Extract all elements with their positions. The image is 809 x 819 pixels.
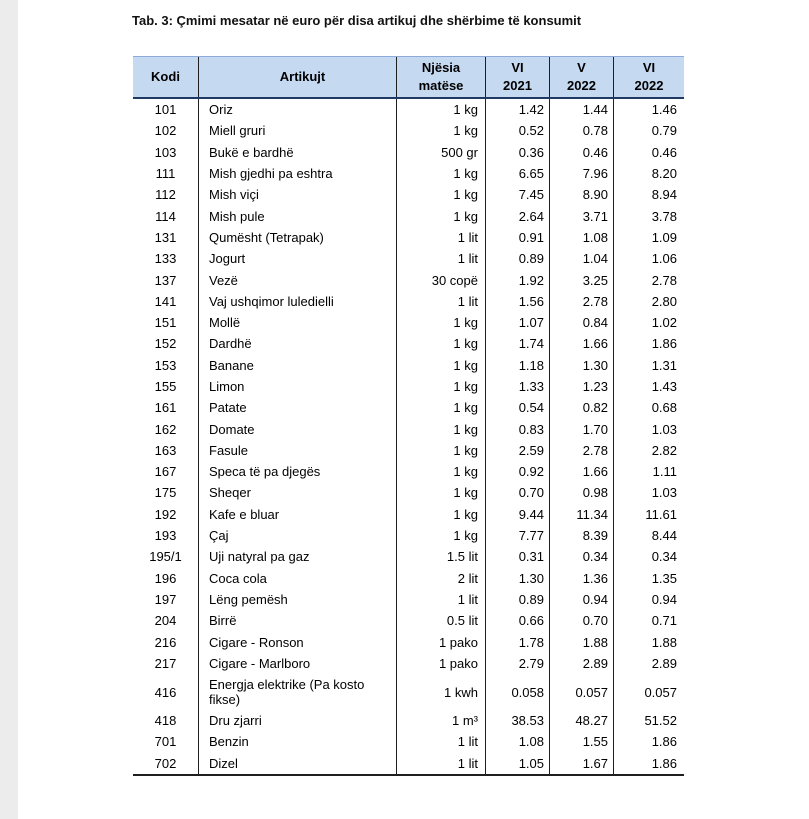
cell-vi-2021: 0.31 (486, 546, 550, 567)
cell-kodi: 141 (154, 293, 177, 309)
table-row (133, 120, 684, 141)
cell-kodi: 137 (154, 272, 177, 288)
table-row (133, 397, 684, 418)
header-col1-year: 2021 (503, 78, 532, 93)
cell-vi-2021: 1.92 (486, 269, 550, 290)
cell-njesia: 1 lit (397, 227, 486, 248)
header-njesia-line2: matëse (418, 78, 464, 93)
cell-njesia: 1 kg (397, 98, 486, 120)
cell-vi-2022: 1.46 (614, 98, 685, 120)
cell-njesia: 1 kg (397, 376, 486, 397)
cell-vi-2022: 1.43 (614, 376, 685, 397)
cell-kodi: 217 (154, 655, 177, 671)
cell-njesia: 1 kg (397, 418, 486, 439)
cell-vi-2022: 1.86 (614, 753, 685, 775)
cell-vi-2021: 1.33 (486, 376, 550, 397)
cell-v-2022: 0.84 (550, 312, 614, 333)
table-row (133, 269, 684, 290)
cell-artikull: Domate (199, 418, 397, 439)
cell-vi-2021: 1.18 (486, 355, 550, 376)
cell-vi-2022: 2.82 (614, 440, 685, 461)
cell-njesia: 1 kg (397, 333, 486, 354)
cell-vi-2021: 6.65 (486, 163, 550, 184)
header-col2-month: V (577, 60, 586, 75)
cell-vi-2021: 7.77 (486, 525, 550, 546)
cell-njesia: 1 lit (397, 753, 486, 775)
cell-njesia: 0.5 lit (397, 610, 486, 631)
cell-njesia: 1 kg (397, 397, 486, 418)
cell-njesia: 1 kg (397, 525, 486, 546)
table-row (133, 525, 684, 546)
cell-artikull: Vaj ushqimor luledielli (199, 291, 397, 312)
cell-artikull: Sheqer (199, 482, 397, 503)
cell-njesia: 1 kg (397, 163, 486, 184)
cell-njesia: 1 lit (397, 589, 486, 610)
cell-vi-2021: 0.36 (486, 142, 550, 163)
cell-artikull: Çaj (199, 525, 397, 546)
cell-vi-2021: 7.45 (486, 184, 550, 205)
cell-vi-2022: 0.68 (614, 397, 685, 418)
cell-artikull: Birrë (199, 610, 397, 631)
cell-v-2022: 1.08 (550, 227, 614, 248)
cell-artikull: Mish viçi (199, 184, 397, 205)
cell-artikull: Kafe e bluar (199, 504, 397, 525)
cell-kodi: 114 (155, 208, 176, 224)
cell-v-2022: 1.04 (550, 248, 614, 269)
cell-vi-2021: 0.83 (486, 418, 550, 439)
table-row (133, 312, 684, 333)
cell-v-2022: 1.30 (550, 355, 614, 376)
cell-kodi: 216 (154, 634, 177, 650)
cell-artikull: Banane (199, 355, 397, 376)
cell-v-2022: 0.78 (550, 120, 614, 141)
header-col2-year: 2022 (567, 78, 596, 93)
cell-vi-2022: 1.03 (614, 418, 685, 439)
cell-kodi: 195/1 (149, 549, 182, 565)
table-row (133, 710, 684, 731)
cell-v-2022: 1.36 (550, 568, 614, 589)
table-row (133, 546, 684, 567)
header-kodi: Kodi (133, 57, 199, 99)
cell-v-2022: 0.82 (550, 397, 614, 418)
cell-kodi: 204 (154, 613, 177, 629)
table-row (133, 482, 684, 503)
cell-artikull: Cigare - Marlboro (199, 653, 397, 674)
table-header-row (133, 57, 684, 99)
cell-v-2022: 2.89 (550, 653, 614, 674)
cell-artikull: Dizel (199, 753, 397, 775)
cell-kodi: 163 (154, 442, 177, 458)
header-artikujt: Artikujt (199, 57, 397, 99)
cell-njesia: 1 kg (397, 461, 486, 482)
header-col3 (614, 57, 685, 99)
table-row (133, 355, 684, 376)
table-caption: Tab. 3: Çmimi mesatar në euro për disa artikuj dhe shërbime të konsumit (132, 13, 582, 28)
cell-artikull: Uji natyral pa gaz (199, 546, 397, 567)
cell-vi-2021: 0.91 (486, 227, 550, 248)
cell-v-2022: 1.70 (550, 418, 614, 439)
cell-vi-2021: 1.05 (486, 753, 550, 775)
cell-kodi: 153 (154, 357, 177, 373)
cell-njesia: 1.5 lit (397, 546, 486, 567)
header-col3-year: 2022 (634, 78, 664, 93)
cell-vi-2022: 0.79 (614, 120, 685, 141)
table-row (133, 461, 684, 482)
cell-vi-2021: 1.56 (486, 291, 550, 312)
header-col1-month: VI (511, 60, 524, 75)
cell-njesia: 1 kg (397, 120, 486, 141)
cell-v-2022: 0.94 (550, 589, 614, 610)
cell-vi-2021: 1.42 (486, 98, 550, 120)
cell-vi-2021: 2.64 (486, 205, 550, 226)
cell-vi-2021: 1.78 (486, 631, 550, 652)
table-row (133, 504, 684, 525)
cell-njesia: 1 kg (397, 482, 486, 503)
cell-vi-2021: 0.54 (486, 397, 550, 418)
cell-artikull: Mish gjedhi pa eshtra (199, 163, 397, 184)
cell-kodi: 161 (154, 400, 177, 416)
table-row (133, 631, 684, 652)
cell-v-2022: 3.71 (550, 205, 614, 226)
cell-kodi: 196 (154, 570, 177, 586)
cell-vi-2021: 0.92 (486, 461, 550, 482)
cell-vi-2021: 0.89 (486, 248, 550, 269)
cell-vi-2021: 0.66 (486, 610, 550, 631)
table-body (133, 98, 684, 775)
table-row (133, 333, 684, 354)
table-row (133, 589, 684, 610)
cell-kodi: 175 (154, 485, 177, 501)
cell-kodi: 133 (154, 251, 177, 267)
cell-kodi: 162 (154, 421, 177, 437)
cell-artikull: Dardhë (199, 333, 397, 354)
cell-vi-2021: 2.79 (486, 653, 550, 674)
cell-v-2022: 48.27 (550, 710, 614, 731)
cell-artikull: Oriz (199, 98, 397, 120)
cell-vi-2021: 1.30 (486, 568, 550, 589)
cell-njesia: 1 lit (397, 248, 486, 269)
cell-v-2022: 0.34 (550, 546, 614, 567)
cell-artikull: Patate (199, 397, 397, 418)
cell-vi-2021: 0.058 (486, 674, 550, 710)
cell-artikull: Energja elektrike (Pa kosto fikse) (199, 674, 397, 710)
cell-kodi: 102 (154, 123, 177, 139)
cell-v-2022: 8.39 (550, 525, 614, 546)
cell-kodi: 151 (154, 315, 177, 331)
table-row (133, 674, 684, 710)
table-row (133, 568, 684, 589)
cell-vi-2022: 1.03 (614, 482, 685, 503)
cell-vi-2021: 0.52 (486, 120, 550, 141)
cell-artikull: Benzin (199, 731, 397, 752)
cell-vi-2022: 0.71 (614, 610, 685, 631)
cell-v-2022: 0.70 (550, 610, 614, 631)
cell-v-2022: 1.67 (550, 753, 614, 775)
cell-njesia: 2 lit (397, 568, 486, 589)
cell-vi-2022: 2.80 (614, 291, 685, 312)
cell-v-2022: 11.34 (550, 504, 614, 525)
cell-kodi: 418 (154, 713, 177, 729)
cell-vi-2021: 9.44 (486, 504, 550, 525)
cell-v-2022: 3.25 (550, 269, 614, 290)
cell-artikull: Speca të pa djegës (199, 461, 397, 482)
cell-artikull: Fasule (199, 440, 397, 461)
header-njesia (397, 57, 486, 99)
cell-artikull: Vezë (199, 269, 397, 290)
cell-artikull: Miell gruri (199, 120, 397, 141)
cell-vi-2022: 1.31 (614, 355, 685, 376)
cell-njesia: 1 kg (397, 355, 486, 376)
cell-njesia: 1 kg (397, 504, 486, 525)
cell-kodi: 416 (154, 684, 177, 700)
cell-vi-2022: 1.11 (614, 461, 685, 482)
cell-vi-2022: 2.78 (614, 269, 685, 290)
cell-v-2022: 1.23 (550, 376, 614, 397)
table-row (133, 376, 684, 397)
table-row (133, 418, 684, 439)
cell-njesia: 1 kg (397, 184, 486, 205)
cell-artikull: Bukë e bardhë (199, 142, 397, 163)
cell-vi-2022: 0.057 (614, 674, 685, 710)
cell-artikull: Jogurt (199, 248, 397, 269)
table-row (133, 753, 684, 775)
cell-vi-2022: 0.94 (614, 589, 685, 610)
cell-vi-2021: 38.53 (486, 710, 550, 731)
table-row (133, 205, 684, 226)
cell-vi-2022: 1.06 (614, 248, 685, 269)
cell-vi-2021: 1.74 (486, 333, 550, 354)
cell-artikull: Limon (199, 376, 397, 397)
cell-njesia: 1 kg (397, 205, 486, 226)
cell-vi-2022: 1.86 (614, 333, 685, 354)
cell-v-2022: 1.44 (550, 98, 614, 120)
cell-njesia: 1 kg (397, 312, 486, 333)
cell-v-2022: 0.46 (550, 142, 614, 163)
cell-v-2022: 1.88 (550, 631, 614, 652)
cell-v-2022: 1.66 (550, 333, 614, 354)
cell-njesia: 1 lit (397, 731, 486, 752)
cell-vi-2021: 0.70 (486, 482, 550, 503)
cell-vi-2022: 1.35 (614, 568, 685, 589)
table-row (133, 653, 684, 674)
table-row (133, 184, 684, 205)
cell-kodi: 101 (154, 102, 177, 118)
cell-kodi: 701 (154, 734, 177, 750)
cell-artikull: Coca cola (199, 568, 397, 589)
cell-njesia: 1 kg (397, 440, 486, 461)
price-table (133, 56, 684, 776)
cell-kodi: 193 (154, 528, 177, 544)
cell-kodi: 197 (154, 591, 177, 607)
cell-kodi: 702 (133, 753, 199, 775)
cell-kodi: 103 (154, 144, 177, 160)
cell-njesia: 1 m³ (397, 710, 486, 731)
table-row (133, 98, 684, 120)
table-row (133, 731, 684, 752)
cell-kodi: 167 (154, 464, 177, 480)
cell-vi-2022: 3.78 (614, 205, 685, 226)
cell-kodi: 152 (154, 336, 177, 352)
cell-vi-2021: 1.07 (486, 312, 550, 333)
table-row (133, 163, 684, 184)
cell-vi-2021: 1.08 (486, 731, 550, 752)
header-col1 (486, 57, 550, 99)
cell-vi-2022: 51.52 (614, 710, 685, 731)
table-row (133, 440, 684, 461)
cell-vi-2021: 2.59 (486, 440, 550, 461)
cell-artikull: Mollë (199, 312, 397, 333)
document-page (18, 0, 809, 819)
cell-kodi: 192 (154, 506, 177, 522)
cell-kodi: 131 (154, 229, 177, 245)
cell-vi-2022: 1.86 (614, 731, 685, 752)
cell-njesia: 1 pako (397, 631, 486, 652)
cell-vi-2022: 0.46 (614, 142, 685, 163)
cell-vi-2022: 1.09 (614, 227, 685, 248)
cell-vi-2022: 11.61 (614, 504, 685, 525)
cell-vi-2022: 8.20 (614, 163, 685, 184)
cell-artikull: Mish pule (199, 205, 397, 226)
cell-v-2022: 8.90 (550, 184, 614, 205)
cell-vi-2021: 0.89 (486, 589, 550, 610)
cell-v-2022: 0.057 (550, 674, 614, 710)
cell-artikull: Dru zjarri (199, 710, 397, 731)
cell-vi-2022: 1.88 (614, 631, 685, 652)
cell-v-2022: 1.55 (550, 731, 614, 752)
cell-v-2022: 7.96 (550, 163, 614, 184)
table-row (133, 610, 684, 631)
cell-vi-2022: 8.44 (614, 525, 685, 546)
cell-njesia: 1 pako (397, 653, 486, 674)
cell-njesia: 1 lit (397, 291, 486, 312)
cell-artikull: Lëng pemësh (199, 589, 397, 610)
table-row (133, 142, 684, 163)
cell-kodi: 111 (155, 166, 176, 182)
table-row (133, 291, 684, 312)
cell-njesia: 30 copë (397, 269, 486, 290)
cell-v-2022: 2.78 (550, 440, 614, 461)
cell-v-2022: 1.66 (550, 461, 614, 482)
cell-vi-2022: 2.89 (614, 653, 685, 674)
cell-vi-2022: 8.94 (614, 184, 685, 205)
cell-artikull: Cigare - Ronson (199, 631, 397, 652)
cell-kodi: 112 (155, 187, 176, 203)
cell-vi-2022: 0.34 (614, 546, 685, 567)
cell-v-2022: 2.78 (550, 291, 614, 312)
table-row (133, 227, 684, 248)
cell-njesia: 500 gr (397, 142, 486, 163)
cell-vi-2022: 1.02 (614, 312, 685, 333)
cell-v-2022: 0.98 (550, 482, 614, 503)
header-njesia-line1: Njësia (421, 60, 461, 75)
cell-njesia: 1 kwh (397, 674, 486, 710)
table-row (133, 248, 684, 269)
cell-artikull: Qumësht (Tetrapak) (199, 227, 397, 248)
cell-kodi: 155 (154, 379, 177, 394)
header-col3-month: VI (642, 60, 656, 75)
header-col2 (550, 57, 614, 99)
